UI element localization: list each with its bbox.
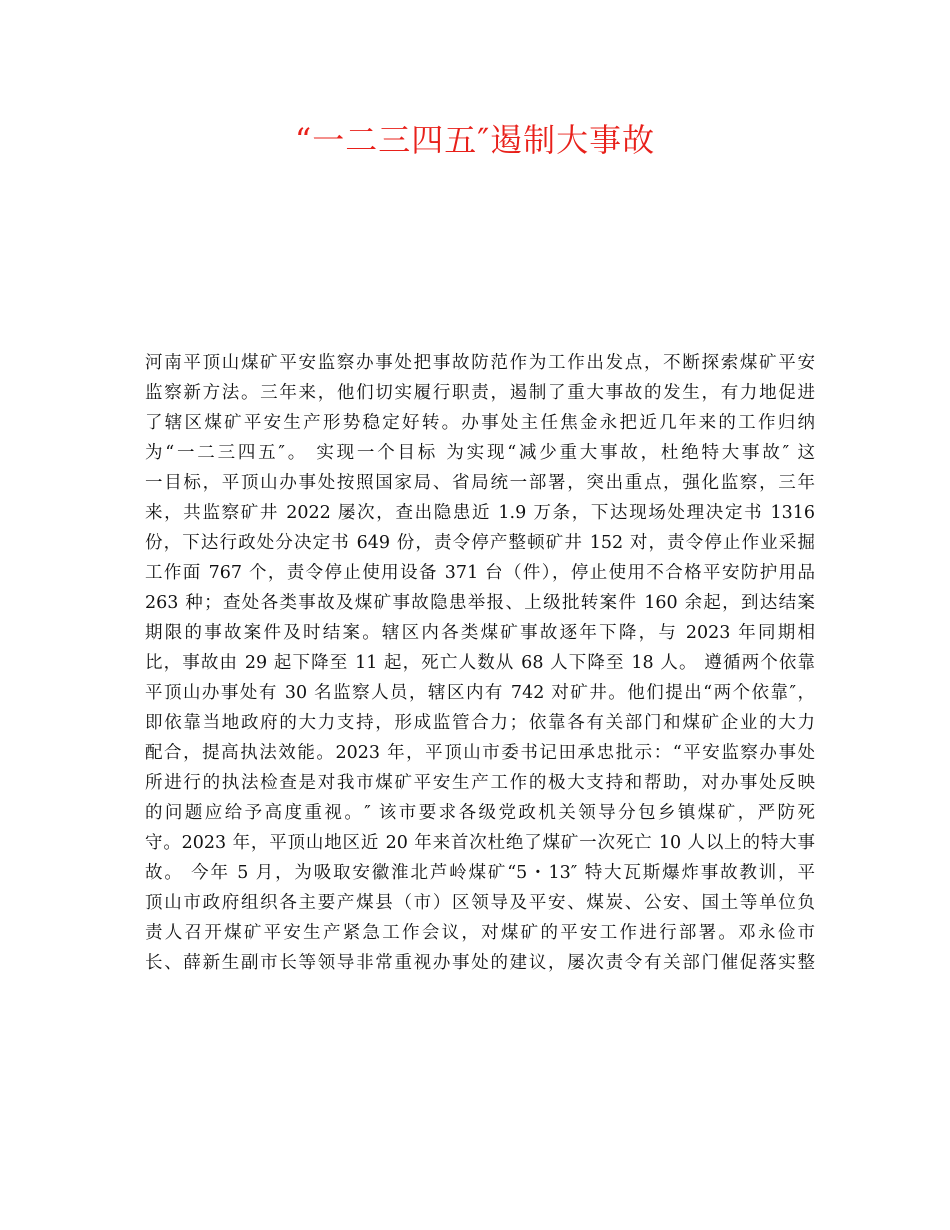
text-line: 263 种；查处各类事故及煤矿事故隐患举报、上级批转案件 160 余起，到达结案 [145,593,815,613]
text-line: 监察新方法。三年来，他们切实履行职责，遏制了重大事故的发生，有力地促进 [145,383,815,403]
text-line: 责人召开煤矿平安生产紧急工作会议，对煤矿的平安工作进行部署。邓永俭市 [145,923,815,943]
body-text [145,348,815,978]
text-line: 一目标，平顶山办事处按照国家局、省局统一部署，突出重点，强化监察，三年 [145,473,815,493]
text-line: 所进行的执法检查是对我市煤矿平安生产工作的极大支持和帮助，对办事处反映 [145,773,815,793]
text-line: 河南平顶山煤矿平安监察办事处把事故防范作为工作出发点，不断探索煤矿平安 [145,353,815,373]
text-line: 故。 今年 5 月，为吸取安徽淮北芦岭煤矿“5・13″ 特大瓦斯爆炸事故教训，平 [145,863,815,883]
text-line: 即依靠当地政府的大力支持，形成监管合力；依靠各有关部门和煤矿企业的大力 [145,713,815,733]
text-line: 的问题应给予高度重视。″ 该市要求各级党政机关领导分包乡镇煤矿，严防死 [145,803,815,823]
text-line: 期限的事故案件及时结案。辖区内各类煤矿事故逐年下降，与 2023 年同期相 [145,623,815,643]
text-line: 守。2023 年，平顶山地区近 20 年来首次杜绝了煤矿一次死亡 10 人以上的特大事 [145,833,815,853]
text-line: 平顶山办事处有 30 名监察人员，辖区内有 742 对矿井。他们提出“两个依靠″， [145,683,815,703]
text-line: 了辖区煤矿平安生产形势稳定好转。办事处主任焦金永把近几年来的工作归纳 [145,413,815,433]
text-line: 工作面 767 个，责令停止使用设备 371 台（件），停止使用不合格平安防护用品 [145,563,815,583]
text-line: 来，共监察矿井 2022 屡次，查出隐患近 1.9 万条，下达现场处理决定书 1316 [145,503,815,523]
page-title: “一二三四五″遏制大事故 [294,121,656,159]
text-line: 长、薛新生副市长等领导非常重视办事处的建议，屡次责令有关部门催促落实整 [145,953,815,973]
text-line: 顶山市政府组织各主要产煤县（市）区领导及平安、煤炭、公安、国土等单位负 [145,893,815,913]
text-line: 比，事故由 29 起下降至 11 起，死亡人数从 68 人下降至 18 人。 遵循两个依靠 [145,653,815,673]
text-line: 配合，提高执法效能。2023 年，平顶山市委书记田承忠批示：“平安监察办事处 [145,743,815,763]
text-line: 为“一二三四五″。 实现一个目标 为实现“减少重大事故，杜绝特大事故″ 这 [145,443,815,463]
text-line: 份，下达行政处分决定书 649 份，责令停产整顿矿井 152 对，责令停止作业采掘 [145,533,815,553]
